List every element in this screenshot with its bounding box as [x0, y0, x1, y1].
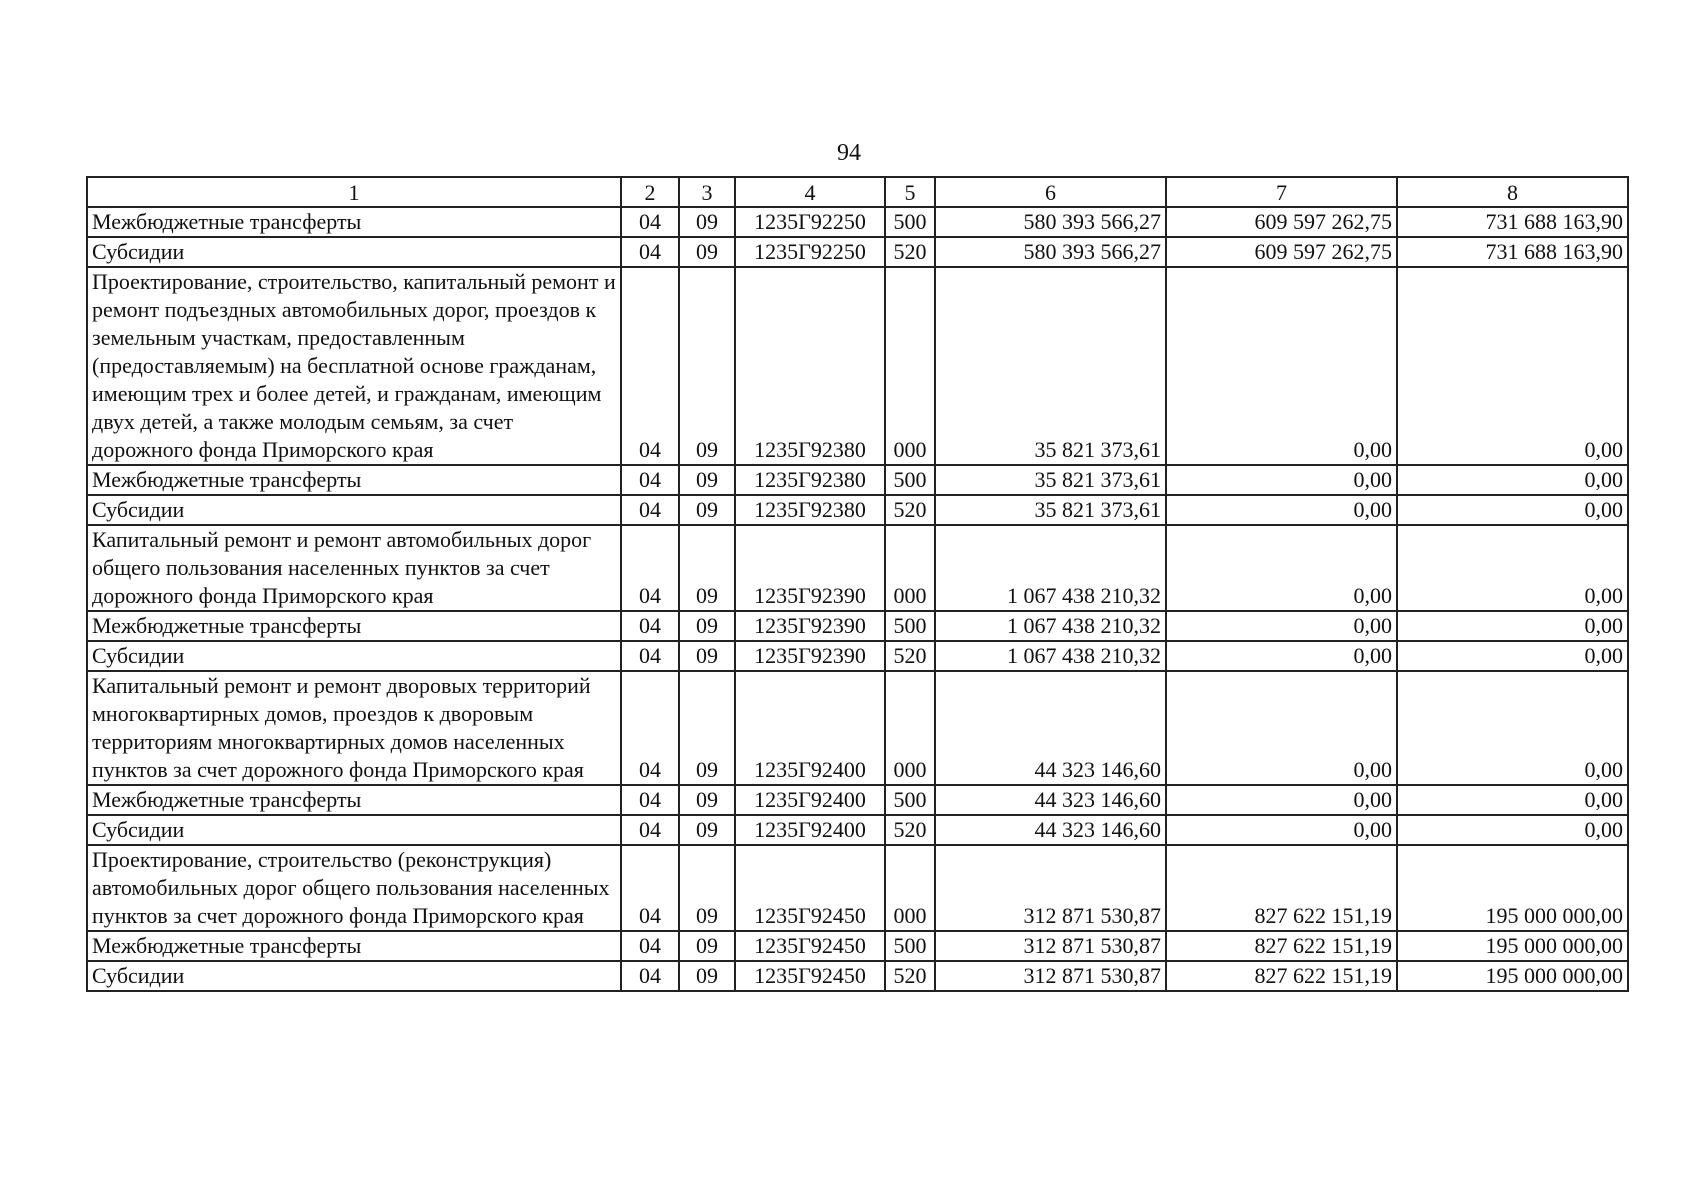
target-article-cell: 1235Г92450	[735, 845, 885, 931]
amount-col7-cell: 0,00	[1166, 267, 1397, 465]
amount-col8-cell: 731 688 163,90	[1397, 237, 1628, 267]
amount-col7-cell: 609 597 262,75	[1166, 237, 1397, 267]
row-name-cell: Субсидии	[87, 815, 621, 845]
amount-col8-cell: 0,00	[1397, 671, 1628, 785]
target-article-cell: 1235Г92400	[735, 671, 885, 785]
expense-type-cell: 520	[885, 815, 935, 845]
table-row	[87, 207, 1628, 237]
target-article-cell: 1235Г92250	[735, 237, 885, 267]
amount-col8-cell: 0,00	[1397, 495, 1628, 525]
amount-col6-cell: 312 871 530,87	[935, 961, 1166, 991]
row-name-cell: Межбюджетные трансферты	[87, 785, 621, 815]
subsection-code-cell: 09	[679, 267, 735, 465]
table-row	[87, 961, 1628, 991]
target-article-cell: 1235Г92390	[735, 611, 885, 641]
expense-type-cell: 520	[885, 495, 935, 525]
amount-col7-cell: 609 597 262,75	[1166, 207, 1397, 237]
expense-type-cell: 520	[885, 961, 935, 991]
page-number: 94	[837, 140, 861, 166]
amount-col8-cell: 0,00	[1397, 641, 1628, 671]
subsection-code-cell: 09	[679, 931, 735, 961]
table-row	[87, 525, 1628, 611]
amount-col7-cell: 0,00	[1166, 815, 1397, 845]
budget-table	[86, 176, 1629, 992]
section-code-cell: 04	[621, 237, 679, 267]
subsection-code-cell: 09	[679, 525, 735, 611]
amount-col6-cell: 1 067 438 210,32	[935, 611, 1166, 641]
row-name-cell: Субсидии	[87, 641, 621, 671]
row-name-cell: Межбюджетные трансферты	[87, 465, 621, 495]
section-code-cell: 04	[621, 465, 679, 495]
table-row	[87, 785, 1628, 815]
target-article-cell: 1235Г92390	[735, 525, 885, 611]
target-article-cell: 1235Г92380	[735, 465, 885, 495]
amount-col8-cell: 0,00	[1397, 267, 1628, 465]
row-name-cell: Капитальный ремонт и ремонт дворовых территорий многоквартирных домов, проездов к дворовым территориям многоквартирных домов населенных пунктов за счет дорожного фонда Приморского края	[87, 671, 621, 785]
target-article-cell: 1235Г92400	[735, 785, 885, 815]
expense-type-cell: 000	[885, 267, 935, 465]
row-name-cell: Межбюджетные трансферты	[87, 931, 621, 961]
expense-type-cell: 500	[885, 785, 935, 815]
amount-col6-cell: 580 393 566,27	[935, 207, 1166, 237]
expense-type-cell: 000	[885, 845, 935, 931]
amount-col8-cell: 195 000 000,00	[1397, 845, 1628, 931]
amount-col6-cell: 312 871 530,87	[935, 931, 1166, 961]
expense-type-cell: 000	[885, 671, 935, 785]
expense-type-cell: 500	[885, 611, 935, 641]
table-row	[87, 465, 1628, 495]
amount-col7-cell: 0,00	[1166, 611, 1397, 641]
column-header: 7	[1166, 177, 1397, 207]
target-article-cell: 1235Г92380	[735, 267, 885, 465]
section-code-cell: 04	[621, 641, 679, 671]
amount-col6-cell: 44 323 146,60	[935, 815, 1166, 845]
table-row	[87, 237, 1628, 267]
column-header: 3	[679, 177, 735, 207]
section-code-cell: 04	[621, 785, 679, 815]
amount-col7-cell: 0,00	[1166, 785, 1397, 815]
section-code-cell: 04	[621, 815, 679, 845]
amount-col8-cell: 0,00	[1397, 611, 1628, 641]
table-row	[87, 495, 1628, 525]
amount-col8-cell: 0,00	[1397, 525, 1628, 611]
expense-type-cell: 500	[885, 465, 935, 495]
section-code-cell: 04	[621, 267, 679, 465]
row-name-cell: Проектирование, строительство, капитальный ремонт и ремонт подъездных автомобильных дорог, проездов к земельным участкам, предоставленным (предоставляемым) на бесплатной основе гражданам, имеющим трех и более детей, и гражданам, имеющим двух детей, а также молодым семьям, за счет дорожного фонда Приморского края	[87, 267, 621, 465]
amount-col6-cell: 44 323 146,60	[935, 671, 1166, 785]
subsection-code-cell: 09	[679, 495, 735, 525]
row-name-cell: Субсидии	[87, 961, 621, 991]
amount-col8-cell: 195 000 000,00	[1397, 961, 1628, 991]
amount-col8-cell: 0,00	[1397, 815, 1628, 845]
subsection-code-cell: 09	[679, 207, 735, 237]
expense-type-cell: 520	[885, 641, 935, 671]
amount-col8-cell: 195 000 000,00	[1397, 931, 1628, 961]
amount-col7-cell: 827 622 151,19	[1166, 845, 1397, 931]
amount-col6-cell: 35 821 373,61	[935, 267, 1166, 465]
amount-col6-cell: 35 821 373,61	[935, 465, 1166, 495]
table-row	[87, 671, 1628, 785]
amount-col7-cell: 0,00	[1166, 671, 1397, 785]
amount-col7-cell: 0,00	[1166, 641, 1397, 671]
amount-col8-cell: 0,00	[1397, 465, 1628, 495]
table-row	[87, 641, 1628, 671]
section-code-cell: 04	[621, 495, 679, 525]
row-name-cell: Капитальный ремонт и ремонт автомобильных дорог общего пользования населенных пунктов за счет дорожного фонда Приморского края	[87, 525, 621, 611]
amount-col6-cell: 35 821 373,61	[935, 495, 1166, 525]
subsection-code-cell: 09	[679, 671, 735, 785]
subsection-code-cell: 09	[679, 641, 735, 671]
row-name-cell: Межбюджетные трансферты	[87, 207, 621, 237]
amount-col8-cell: 731 688 163,90	[1397, 207, 1628, 237]
expense-type-cell: 000	[885, 525, 935, 611]
amount-col8-cell: 0,00	[1397, 785, 1628, 815]
amount-col6-cell: 1 067 438 210,32	[935, 641, 1166, 671]
column-header: 4	[735, 177, 885, 207]
column-header: 6	[935, 177, 1166, 207]
expense-type-cell: 500	[885, 931, 935, 961]
column-header: 2	[621, 177, 679, 207]
section-code-cell: 04	[621, 525, 679, 611]
target-article-cell: 1235Г92450	[735, 931, 885, 961]
subsection-code-cell: 09	[679, 961, 735, 991]
subsection-code-cell: 09	[679, 785, 735, 815]
target-article-cell: 1235Г92250	[735, 207, 885, 237]
amount-col7-cell: 0,00	[1166, 495, 1397, 525]
row-name-cell: Проектирование, строительство (реконструкция) автомобильных дорог общего пользования населенных пунктов за счет дорожного фонда Приморского края	[87, 845, 621, 931]
row-name-cell: Субсидии	[87, 495, 621, 525]
amount-col7-cell: 0,00	[1166, 465, 1397, 495]
table-row	[87, 815, 1628, 845]
section-code-cell: 04	[621, 931, 679, 961]
target-article-cell: 1235Г92390	[735, 641, 885, 671]
target-article-cell: 1235Г92400	[735, 815, 885, 845]
amount-col7-cell: 827 622 151,19	[1166, 961, 1397, 991]
subsection-code-cell: 09	[679, 465, 735, 495]
section-code-cell: 04	[621, 845, 679, 931]
section-code-cell: 04	[621, 207, 679, 237]
table-row	[87, 931, 1628, 961]
section-code-cell: 04	[621, 671, 679, 785]
section-code-cell: 04	[621, 611, 679, 641]
amount-col6-cell: 580 393 566,27	[935, 237, 1166, 267]
amount-col6-cell: 312 871 530,87	[935, 845, 1166, 931]
table-row	[87, 267, 1628, 465]
subsection-code-cell: 09	[679, 815, 735, 845]
section-code-cell: 04	[621, 961, 679, 991]
column-header: 8	[1397, 177, 1628, 207]
row-name-cell: Межбюджетные трансферты	[87, 611, 621, 641]
amount-col7-cell: 827 622 151,19	[1166, 931, 1397, 961]
target-article-cell: 1235Г92380	[735, 495, 885, 525]
target-article-cell: 1235Г92450	[735, 961, 885, 991]
column-header: 1	[87, 177, 621, 207]
table-row	[87, 845, 1628, 931]
amount-col6-cell: 44 323 146,60	[935, 785, 1166, 815]
expense-type-cell: 500	[885, 207, 935, 237]
column-header: 5	[885, 177, 935, 207]
header-row	[87, 177, 1628, 207]
amount-col7-cell: 0,00	[1166, 525, 1397, 611]
subsection-code-cell: 09	[679, 237, 735, 267]
amount-col6-cell: 1 067 438 210,32	[935, 525, 1166, 611]
subsection-code-cell: 09	[679, 611, 735, 641]
table-row	[87, 611, 1628, 641]
row-name-cell: Субсидии	[87, 237, 621, 267]
expense-type-cell: 520	[885, 237, 935, 267]
subsection-code-cell: 09	[679, 845, 735, 931]
